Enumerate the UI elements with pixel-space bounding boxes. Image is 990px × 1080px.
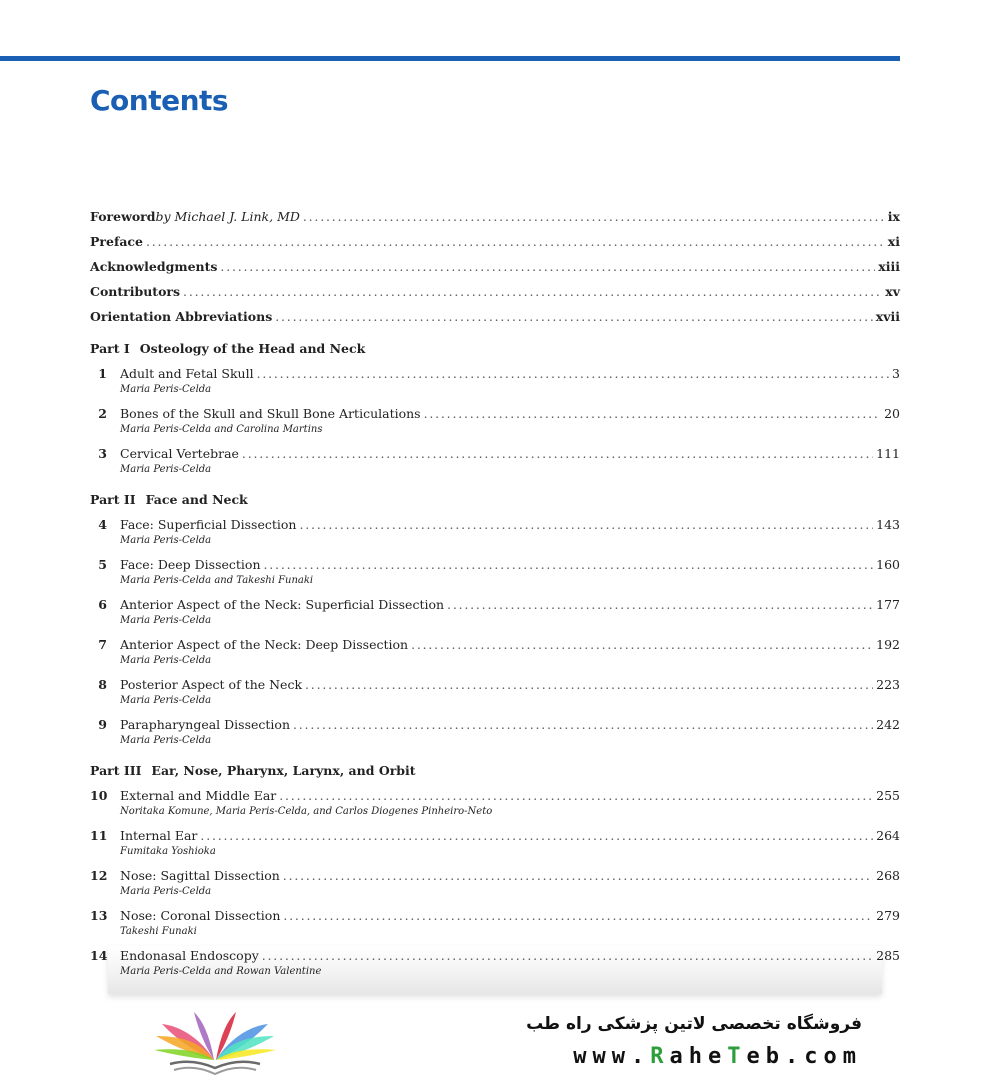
chapter-number: 8 — [98, 677, 107, 692]
chapter-number: 7 — [98, 637, 107, 652]
chapter-entry[interactable] — [90, 446, 900, 462]
part-number: Part I — [90, 341, 130, 356]
chapter-entry[interactable] — [90, 517, 900, 533]
chapter-page: 268 — [876, 868, 900, 883]
chapter-number: 2 — [98, 406, 107, 421]
entry-byline: by Michael J. Link, MD — [155, 209, 300, 224]
chapter-entry[interactable] — [90, 637, 900, 653]
watermark-url — [430, 1044, 862, 1069]
part-number: Part II — [90, 492, 136, 507]
dot-leader — [424, 406, 882, 422]
entry-page: xiii — [878, 259, 900, 274]
part-heading — [90, 341, 365, 357]
dot-leader — [279, 788, 873, 804]
chapter-authors: Maria Peris-Celda — [120, 695, 212, 706]
chapter-page: 192 — [876, 637, 900, 652]
chapter-entry[interactable] — [90, 366, 900, 382]
entry-page: xvii — [875, 309, 900, 324]
chapter-authors: Maria Peris-Celda — [120, 615, 212, 626]
chapter-page: 143 — [876, 517, 900, 532]
chapter-page: 20 — [884, 406, 900, 421]
chapter-authors: Fumitaka Yoshioka — [120, 846, 216, 857]
chapter-number: 1 — [98, 366, 107, 381]
entry-label: Foreword — [90, 209, 156, 224]
chapter-page: 255 — [876, 788, 900, 803]
chapter-page: 177 — [876, 597, 900, 612]
page-title: Contents — [90, 84, 229, 117]
dot-leader — [293, 717, 873, 733]
chapter-authors: Maria Peris-Celda and Carolina Martins — [120, 424, 323, 435]
chapter-authors: Maria Peris-Celda and Rowan Valentine — [120, 966, 322, 977]
part-number: Part III — [90, 763, 142, 778]
chapter-authors: Noritaka Komune, Maria Peris-Celda, and Carlos Diogenes Pinheiro-Neto — [120, 806, 493, 817]
url-end: eb.com — [746, 1044, 862, 1069]
chapter-authors: Maria Peris-Celda — [120, 464, 212, 475]
dot-leader — [303, 209, 885, 225]
dot-leader — [183, 284, 882, 300]
dot-leader — [283, 908, 873, 924]
chapter-page: 3 — [892, 366, 900, 381]
chapter-number: 3 — [98, 446, 107, 461]
part-heading — [90, 492, 248, 508]
entry-page: xv — [885, 284, 900, 299]
chapter-entry[interactable] — [90, 597, 900, 613]
chapter-page: 264 — [876, 828, 900, 843]
chapter-number: 13 — [90, 908, 108, 923]
chapter-page: 160 — [876, 557, 900, 572]
dot-leader — [305, 677, 873, 693]
book-logo-icon — [150, 1008, 280, 1076]
chapter-entry[interactable] — [90, 717, 900, 733]
chapter-page: 223 — [876, 677, 900, 692]
chapter-page: 242 — [876, 717, 900, 732]
chapter-title: Anterior Aspect of the Neck: Deep Dissection — [120, 637, 409, 652]
chapter-entry[interactable] — [90, 677, 900, 693]
entry-label: Orientation Abbreviations — [90, 309, 273, 324]
dot-leader — [411, 637, 873, 653]
dot-leader — [264, 557, 874, 573]
chapter-number: 5 — [98, 557, 107, 572]
chapter-title: Adult and Fetal Skull — [120, 366, 254, 381]
dot-leader — [299, 517, 873, 533]
chapter-title: Face: Deep Dissection — [120, 557, 261, 572]
chapter-page: 279 — [876, 908, 900, 923]
dot-leader — [220, 259, 875, 275]
entry-label: Acknowledgments — [90, 259, 218, 274]
url-r: R — [650, 1044, 670, 1069]
chapter-page: 285 — [876, 948, 900, 963]
chapter-authors: Takeshi Funaki — [120, 926, 197, 937]
chapter-number: 6 — [98, 597, 107, 612]
chapter-title: Internal Ear — [120, 828, 198, 843]
chapter-number: 11 — [90, 828, 108, 843]
chapter-title: Cervical Vertebrae — [120, 446, 239, 461]
url-t: T — [727, 1044, 747, 1069]
chapter-entry[interactable] — [90, 868, 900, 884]
chapter-entry[interactable] — [90, 948, 900, 964]
chapter-number: 14 — [90, 948, 108, 963]
url-mid: ahe — [669, 1044, 728, 1069]
chapter-authors: Maria Peris-Celda — [120, 886, 212, 897]
chapter-title: Bones of the Skull and Skull Bone Articulations — [120, 406, 421, 421]
chapter-authors: Maria Peris-Celda — [120, 535, 212, 546]
part-heading — [90, 763, 416, 779]
entry-label: Preface — [90, 234, 143, 249]
chapter-entry[interactable] — [90, 557, 900, 573]
chapter-authors: Maria Peris-Celda and Takeshi Funaki — [120, 575, 314, 586]
chapter-title: Face: Superficial Dissection — [120, 517, 297, 532]
entry-page: xi — [887, 234, 900, 249]
toc-entry-orientation-abbreviations[interactable] — [90, 309, 900, 325]
chapter-title: Parapharyngeal Dissection — [120, 717, 290, 732]
part-name: Osteology of the Head and Neck — [139, 341, 366, 356]
chapter-number: 10 — [90, 788, 108, 803]
dot-leader — [275, 309, 873, 325]
chapter-entry[interactable] — [90, 788, 900, 804]
chapter-title: Nose: Sagittal Dissection — [120, 868, 280, 883]
chapter-number: 9 — [98, 717, 107, 732]
header-rule — [0, 56, 900, 61]
chapter-entry[interactable] — [90, 828, 900, 844]
chapter-title: Posterior Aspect of the Neck — [120, 677, 303, 692]
dot-leader — [257, 366, 889, 382]
chapter-authors: Maria Peris-Celda — [120, 735, 212, 746]
toc-entry-acknowledgments[interactable] — [90, 259, 900, 275]
part-name: Ear, Nose, Pharynx, Larynx, and Orbit — [151, 763, 416, 778]
dot-leader — [283, 868, 873, 884]
toc-entry-contributors[interactable] — [90, 284, 900, 300]
watermark-shop-name: فروشگاه تخصصی لاتین پزشکی راه طب — [526, 1014, 862, 1034]
dot-leader — [242, 446, 873, 462]
toc-entry-preface[interactable] — [90, 234, 900, 250]
part-name: Face and Neck — [145, 492, 248, 507]
chapter-title: Endonasal Endoscopy — [120, 948, 259, 963]
dot-leader — [200, 828, 873, 844]
chapter-number: 4 — [98, 517, 107, 532]
chapter-title: Anterior Aspect of the Neck: Superficial Dissection — [120, 597, 445, 612]
entry-page: ix — [887, 209, 900, 224]
chapter-entry[interactable] — [90, 908, 900, 924]
chapter-entry[interactable] — [90, 406, 900, 422]
chapter-title: External and Middle Ear — [120, 788, 277, 803]
dot-leader — [447, 597, 873, 613]
chapter-page: 111 — [876, 446, 900, 461]
chapter-authors: Maria Peris-Celda — [120, 655, 212, 666]
chapter-number: 12 — [90, 868, 108, 883]
entry-label: Contributors — [90, 284, 181, 299]
dot-leader — [262, 948, 873, 964]
toc-entry-foreword[interactable] — [90, 209, 900, 225]
url-prefix: www. — [573, 1044, 651, 1069]
dot-leader — [146, 234, 885, 250]
chapter-authors: Maria Peris-Celda — [120, 384, 212, 395]
chapter-title: Nose: Coronal Dissection — [120, 908, 281, 923]
